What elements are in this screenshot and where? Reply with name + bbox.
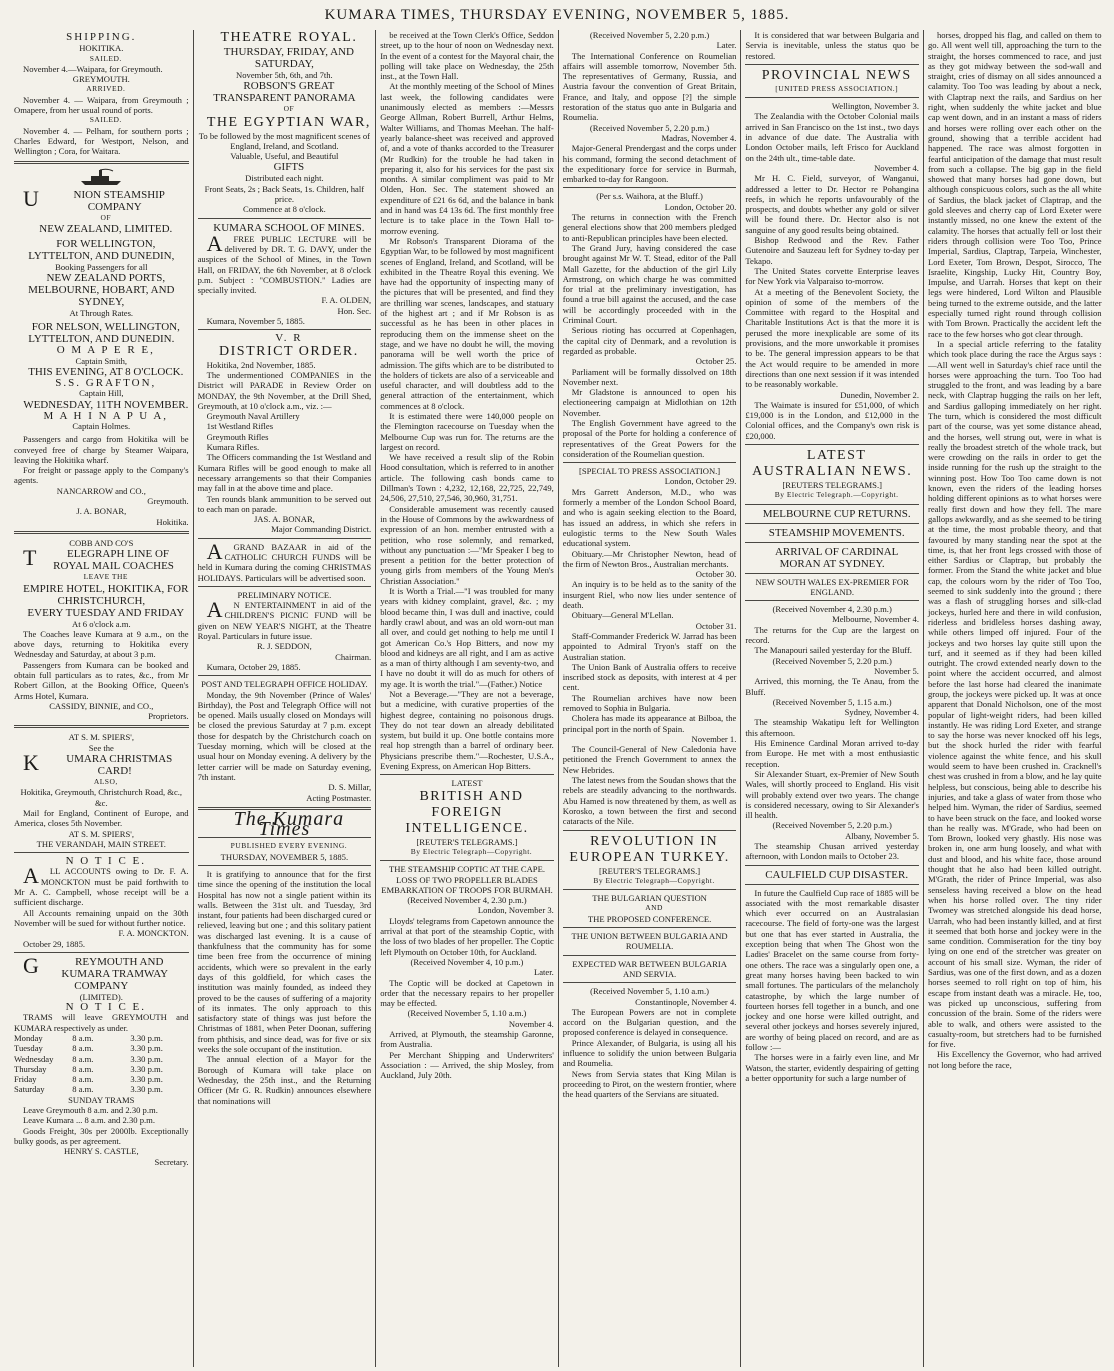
oct-25: October 25. [695,356,737,367]
bonar-place: Hokitika. [156,516,189,527]
c5-p13: Sir Alexander Stuart, ex-Premier of New South Wales, will shortly proceed to England. His visit will probably extend over two years. The change is considered necessary, owing to Sir Alexander's ill health. [745,768,919,821]
tramway-limited: (LIMITED). [79,991,123,1002]
leave-the: LEAVE THE [83,572,129,582]
steamship-movements: STEAMSHIP MOVEMENTS. [768,526,905,539]
distributed: Distributed each night. [245,173,324,184]
timetable-cell: Saturday [14,1084,45,1095]
c4-p19: The European Powers are not in complete accord on the Bulgarian question, and the proposed conference is delayed in consequence. [562,1006,737,1038]
c6-p2: In a special article referring to the fatality which took place during the race the Argus says :—All went well in Saturday's chief race until the horses were approaching the turn. Too Too had struggled to the front, and was leading by a bare neck, with Claptrap hugging the rails on her left, and Sardius galloping immediately on her right. The turn, which is considered the most difficult part of the course, was yet some distance ahead, and the horses, well strung out, were in what is really the broadest stretch of the whole track, but were crowding on the rails in order to get the inside running for the rush up the straight to the winning post. How Too Too came down is not known, even the riders of the leading horses holding different opinions as to what horses were really first down and how they fell. The mare gallops awkwardly, and as she seemed to be tiring at the time, the most probable theory, and that favoured by many standing near the spot at the time, is, that her front legs crossed with those of either Sardius or Claptrap, but probably the former. From the Stand the white jacket and blue cap, the colours worn by the rider of Too Too, seemed to sink suddenly into the ground ; there was a flash of struggling horses and silk-clad jockeys, hurled here and there in wild confusion, riderless and bridleless horses dashing away, while others limped off injured. Four of the jockeys and two horses lay quite still upon the turf, and it seemed as if they had been killed outright. The crowd extended nearly down to the point where the accident occurred, and almost before the last horse had cleared the inanimate group, the jockeys were picked up. It was at once apparent that Donald Nicholson, one of the most popular of light-weight riders, had been killed instantly. He was riding Lord Exeter, and strange to say the horse was never knocked off his legs, but the shock hurled the rider with fearful violence against the white fence, and his skull would seem to have been crushed in. Cracknell's chest was crushed in from a blow, and he lay quite helpless, but conscious, being able to describe his injuries, and take a glass of water from those who helped him. Wyman, the rider of Sardius, seemed to have been struck on the face, and looked worse than he really was. M'Grade, who had been on Tom Brown, looked very ghastly. His nose was broken in, one arm hung loosely, and what with dust and blood, and his white face, those around thought that he also had been killed outright. M'Grath, the rider of Prince Imperial, was also senseless having received a blow on the head when his horse rolled over. The tiny rider Twomey was stretched alongside his dead horse, Uarrah, who had been instantly killed, and at first it seemed that both horse and jockey were in the same condition. Commiseration for the tiny boy lying on one end of the stretcher was greater on account of his small size. Wyman, the rider of Sardius, was one of the first down, and as a dozen horses seemed to roll right on top of him, his escape from instant death was a miracle. He, too, was picked up unconscious, suffering from concussion of the brain. Some of the riders were able to walk, and others were assisted to the casualty-room, but stretchers had to be furnished for five. [927,338,1102,1050]
divider [563,955,737,956]
melbourne: Melbourne, November 4. [832,614,919,625]
of: OF [283,104,295,114]
divider [14,852,189,853]
passengers-note: Passengers and cargo from Hokitika will be conveyed free of charge by Steamer Waipara, leaving the Hokitika wharf. [14,434,189,465]
c4-received-2: (Received November 5, 2.20 p.m.) [589,122,710,133]
c4-p6: Parliament will be formally dissolved on 18th November next. [562,366,737,387]
divider [198,865,372,866]
cobb-heading: COBB AND CO'S [69,537,134,548]
preliminary: PRELIMINARY NOTICE. [237,589,332,600]
sydney: Sydney, November 4. [844,707,919,718]
acting: Acting Postmaster. [306,792,372,803]
latest: LATEST [451,778,483,789]
omapere: O M A P E R E, [56,344,155,357]
omapere-sail: THIS EVENING, AT 8 O'CLOCK. [28,366,184,379]
timetable-cell: 3.30 p.m. [130,1043,163,1054]
verandah: THE VERANDAH, MAIN STREET. [36,838,166,849]
chairman: Chairman. [335,651,372,662]
notice-heading-2: N O T I C E. [65,1001,147,1014]
olden: F. A. OLDEN, [321,295,372,306]
dunedin: Dunedin, November 2. [840,389,919,400]
c3-p1: be received at the Town Clerk's Office, Seddon street, up to the hour of noon on Wednesday next. In the event of a contest for the Mayoral chair, the polling will take place on Wednesday, the 25th inst., at the Town Hall. [380,30,554,82]
bazaar: AGRAND BAZAAR in aid of the CATHOLIC CHURCH FUNDS will be held in Kumara during the coming CHRISTMAS HOLIDAYS. Particulars will be advertised soon. [197,538,372,583]
column-4 [558,30,741,1367]
c4-p2: Major-General Prendergast and the corps under his command, forming the second detachment of the expeditionary force for service in Burmah, embarked to-day for Rangoon. [562,143,737,185]
c5-p2: The Zealandia with the October Colonial mails arrived in San Francisco on the 1st inst., two days in advance of due date. The Australia with London October mails, left Frisco for Auckland on the 24th ult., time-table date. [745,111,919,163]
oct-31: October 31. [695,620,737,631]
union-of: OF [100,212,112,222]
england: England, Ireland, and Scotland. [230,140,339,151]
timetable-row [14,1043,189,1053]
timetable-cell: 8 a.m. [72,1084,94,1095]
cup-returns: MELBOURNE CUP RETURNS. [762,507,911,520]
kumara-date: Kumara, November 5, 1885. [206,316,305,327]
by-telegraph: By Electric Telegraph—Copyright. [410,846,533,856]
sailed-label-2: SAILED. [89,115,122,125]
every-tuesday: EVERY TUESDAY AND FRIDAY [27,606,185,619]
union-company-heading: UNION STEAMSHIP COMPANY [23,185,165,213]
lecture: AFREE PUBLIC LECTURE will be delivered by DR. T. G. DAVY, under the auspices of the School of Mines, in the Town Hall, on FRIDAY, the 6th November, at 8 o'clock p.m. Subject : "COMBUSTION." Ladies are specially invited. [197,230,372,296]
greymouth-sailed: November 4. — Pelham, for southern ports ; Charles Edward, for Westport, Nelson, and Wellington ; Cora, for Waitara. [14,125,189,157]
timetable-cell: 3.30 p.m. [130,1033,163,1043]
sunday-trams: SUNDAY TRAMS [68,1094,135,1105]
c4-p8: The English Government have agreed to the proposal of the Porte for holding a conference of representatives of the Great Powers for the consideration of the Roumelian question. [562,417,737,459]
c5-p15: In future the Caulfield Cup race of 1885 will be associated with the most remarkable disaster which ever occurred on an Australasian racecourse. The field of forty-one was the largest but one that has ever started in Australia, the exception being that when The Ghost won the Ladies' Bracelet on the same course from forty-one others. The race was a singularly open one, a great many horses having been backed to win small fortunes. The particulars of the melancholy catastrophe, by which the large number of fourteen horses fell together in a bunch, and one jockey and one horse were killed outright, and several other jockeys and horses severely injured, are worthy of being placed on record, and are as follow :— [745,887,919,1053]
sailed-label: SAILED. [89,53,122,63]
unit-2: 1st Westland Rifles [206,421,274,432]
c5-p11: The steamship Wakatipu left for Wellington this afternoon. [745,717,919,738]
timetable-cell: Thursday [14,1063,47,1074]
millar: D. S. Millar, [328,782,372,793]
proprietors: Proprietors. [148,711,189,722]
hokitika-date: Hokitika, 2nd November, 1885. [206,359,316,370]
c3-p11: Arrived, at Plymouth, the steamship Garonne, from Australia. [380,1029,554,1050]
published: PUBLISHED EVERY EVENING. [230,841,348,851]
special-press: [SPECIAL TO PRESS ASSOCIATION.] [578,466,721,477]
divider [563,927,737,928]
c4-p1: The International Conference on Roumelian affairs will assemble tomorrow, November 5th. The representatives of Germany, Russia, and Austria favour the convention of Great Britain, France, and Italy, and oppose [?] the simple restoration of the status quo ante in Bulgaria and Roumelia. [562,50,737,123]
c5-p8: The returns for the Cup are the largest on record. [745,624,919,646]
sunday-2: Leave Kumara ... 8 a.m. and 2.30 p.m. [23,1115,155,1126]
c5-p16: The horses were in a fairly even line, and Mr Watson, the starter, evidently despairing of getting a better opportunity for such a large number of [745,1052,919,1083]
tramway-heading: GREYMOUTH AND KUMARA TRAMWAY COMPANY [23,952,169,992]
c4-p13: Staff-Commander Frederick W. Jarrad has been appointed to Admiral Tryon's staff on the Australian station. [562,630,737,662]
divider [198,675,372,676]
theatre-dates: November 5th, 6th, and 7th. [236,70,333,80]
also: ALSO, [93,777,118,787]
trams-note: TRAMS will leave GREYMOUTH and KUMARA respectively as under. [14,1012,189,1033]
empire-hotel: EMPIRE HOTEL, HOKITIKA, FOR CHRISTCHURCH, [23,582,189,607]
theatre-days: THURSDAY, FRIDAY, AND SATURDAY, [223,46,354,70]
c4-p3: The returns in connection with the French general elections show that 200 members pledged to anti-Republican principles have been elected. [562,212,737,243]
c4-p5: Serious rioting has occurred at Copenhagen, the capital city of Denmark, and a revolution is regarded as probable. [562,325,737,356]
c3-p5: We have received a result slip of the Robin Hood consultation, which is referred to in another article. The following cash bonds came to Dillman's Town : 4,232, 12,168, 22,725, 22,749, 24,506, 27,510, 27,546, 30,960, 31,751. [380,452,554,504]
timetable-cell: 3.30 p.m. [130,1053,163,1064]
timetable-cell: 8 a.m. [72,1063,94,1074]
vr: V. R [275,332,303,345]
egyptian-war: THE EGYPTIAN WAR, [206,114,371,130]
grafton-sail: WEDNESDAY, 11TH NOVEMBER. [23,398,189,411]
coptic-heading: THE STEAMSHIP COPTIC AT THE CAPE. [388,864,545,875]
bulgarian-question: THE BULGARIAN QUESTION [592,893,707,904]
at-six: At 6 o'clock a.m. [72,618,131,629]
officers: The Officers commanding the 1st Westland and Kumara Rifles will be good enough to make all necessary arrangements so that their Companies may fall in at the above time and place. [197,452,372,494]
c5-p7: The Waimate is insured for £51,000, of which £19,000 is in the London, and £12,000 in the Colonial offices, and the Company's own risk is £20,000. [745,399,919,441]
constantinople: Constantinople, November 4. [635,996,737,1007]
c3-p8: Not a Beverage.—"They are not a beverage, but a medicine, with curative properties of the highest degree, containing no poisonous drugs. They do not tear down an already debilitated system, but build it up. One bottle contains more real hop strength than a barrel of ordinary beer. Physicians prescribe them."—Rochester, U.S.A., Evening Express, on American Hop Bitters. [380,689,554,772]
followed: To be followed by the most magnificent scenes of [198,130,370,141]
nov-1: November 1. [691,733,737,744]
telegraph-line: TELEGRAPH LINE OF ROYAL MAIL COACHES [23,545,174,573]
entertainment: AN ENTERTAINMENT in aid of the CHILDREN'S PICNIC FUND will be given on NEW YEAR'S NIGHT, at the Theatre Royal. Particulars in future issue. [197,597,372,642]
c5-p9: The Manapouri sailed yesterday for the Bluff. [754,645,912,656]
albany: Albany, November 5. [845,830,919,841]
c4-p17: The Council-General of New Caledonia have petitioned the French Government to annex the New Hebrides. [562,744,737,775]
bonar: J. A. BONAR, [76,506,127,517]
major: Major Commanding District. [271,524,372,535]
rounds: Ten rounds blank ammunition to be served out to each man on parade. [197,493,372,514]
accounts-notice-2: All Accounts remaining unpaid on the 30th November will be sued for without further notice. [14,907,189,928]
divider [14,161,189,164]
c3-p2: At the monthly meeting of the School of Mines last week, the following candidates were unanimously elected as members :—Messrs George Allman, Robert Burrell, Arthur Helms, Walter Williams, and Thomas Meehan. The half-yearly balance-sheet was received and approved of, and a vote of thanks accorded to the Treasurer (Mr Rudkin) for the trouble he had taken in preparing it, also for his services for the past six months. A similar compliment was paid to Mr Olden, Hon. Sec. The statement showed an expenditure of £21 6s 6d, and the balance in bank and in hand was £4 13s 6d. The first monthly free lecture is to take place in the Town Hall to-morrow evening. [380,81,554,236]
mahinapua: M A H I N A P U A, [43,409,169,422]
district-order: DISTRICT ORDER. [219,343,359,359]
mail-note: Mail for England, Continent of Europe, and America, closes 5th November. [14,807,189,829]
c4-by: By Electric Telegraph—Copyright. [593,875,715,885]
mahinapua-captain: Captain Holmes. [72,420,131,431]
hon-sec: Hon. Sec. [337,305,372,316]
latest-australian: LATEST AUSTRALIAN NEWS. [752,447,913,479]
divider [745,600,919,601]
divider [380,774,554,775]
divider [380,860,554,861]
gifts: GIFTS [273,161,305,174]
c3-p4: It is estimated there were 140,000 people on the Flemington racecourse on Tuesday when the Melbourne Cup was run for. The returns are the largest on record. [380,410,554,452]
timetable-cell: Friday [14,1074,37,1085]
timetable-cell: 3.30 p.m. [130,1084,163,1095]
timetable-row [14,1064,189,1074]
c5-p10: Arrived, this morning, the Te Anau, from the Bluff. [745,676,919,697]
nov-4: November 4. [508,1018,554,1029]
greymouth-arrived: November 4. — Waipara, from Greymouth ; Omapere, from her usual round of ports. [14,94,189,116]
c4-p21: News from Servia states that King Milan is proceeding to Pirot, on the western frontier, where the head quarters of the Servians are situated. [562,1068,737,1100]
c5-p4: Bishop Redwood and the Rev. Father Gutenoire and Sauzeau left for Sydney to-day per Tekapo. [745,235,919,266]
spiers: AT S. M. SPIERS', [68,732,134,743]
grafton: S.S. GRAFTON, [55,377,157,390]
union-nz: NEW ZEALAND, LIMITED. [39,222,173,235]
c3-p10: The Coptic will be docked at Capetown in order that the necessary repairs to her propeller may be effected. [380,977,554,1009]
ex-premier: NEW SOUTH WALES EX-PREMIER FOR ENGLAND. [755,576,909,597]
timetable-cell: 3.30 p.m. [130,1074,163,1085]
unit-4: Kumara Rifles. [206,442,260,453]
c4-reuters: [REUTER'S TELEGRAMS.] [598,865,701,876]
arrived-label: ARRIVED. [86,84,126,94]
divider [563,830,737,831]
unit-3: Greymouth Rifles [206,431,269,442]
hokitika-sailed: November 4.—Waipara, for Greymouth. [23,63,163,74]
received-1: (Received November 4, 2.30 p.m.) [407,895,527,906]
c6-p1: horses, dropped his flag, and called on them to go. All went well till, approaching the turn to the straight, the horses commenced to race, and just as they got midway between the sod-wall and straight, cries of dismay on all sides announced a calamity. Too Too was leading by about a neck, with Claptrap next the rails, and Sardius on her right, when suddenly the white jacket and blue cap went down, and in an instant a mass of riders and horses were rolling over each other on the ground, showing that a terrible accident had happened. The race was almost forgotten in fearful anticipation of the damage that must result from such a collapse. The big gap in the field showed that many horses had gone down, but although conspicuous colors, such as the all white of Sardius, the black jacket of Claptrap, and the gold sleeves and cherry cap of Lord Exeter were instantly missed, no one knew the extent of the calamity. The horses that actually fell or lost their riders through collision were Too Too, Prince Imperial, Sardius, Claptrap, Tarpeia, Winchester, Lord Exeter, Tom Brown, Despot, Sirocco, The Israelite, Kingship, Lucky Hit, Country Boy, Impulse, and Uarrah. Horses that kept on their legs were hindered, Lord Wilton and Plausible being turned to the extreme outside, and the latter especially turned right round through collision with Tom Brown. Practically the accident left the race to the few horses who got clear through. [927,30,1102,339]
c5-nov-4: November 4. [874,162,919,173]
timetable-row [14,1074,189,1084]
divider [14,725,189,728]
divider [745,884,919,885]
through-rates: At Through Rates. [69,308,134,319]
divider [14,952,189,953]
caulfield-heading: CAULFIELD CUP DISASTER. [765,868,909,881]
c4-p11: An inquiry is to be held as to the sanity of the insurgent Riel, who now lies under sentence of death. [562,579,737,611]
cassidy: CASSIDY, BINNIE, and CO., [49,700,154,711]
madras: Madras, November 4. [661,132,737,143]
column-2 [193,30,376,1367]
c4-p4: The Grand Jury, having considered the case brought against Mr W. T. Stead, editor of the Pall Mall Gazette, for the abduction of the girl Lily Armstrong, on which charge he was committed for trial at the preliminary investigation, has found a true bill against the accused, and the case will be accordingly proceeded with in the Criminal Court. [562,242,737,326]
nz-ports: NEW ZEALAND PORTS, MELBOURNE, HOBART, AND SYDNEY, [28,272,175,309]
jas-bonar: JAS. A. BONAR, [253,514,315,525]
reuters: [REUTER'S TELEGRAMS.] [416,836,518,847]
cardinal-moran: ARRIVAL OF CARDINAL MORAN AT SYDNEY. [774,545,899,570]
for-nelson: FOR NELSON, WELLINGTON, LYTTELTON, AND DUNEDIN. [28,321,180,346]
divider [745,504,919,505]
c5-received-4: (Received November 5, 2.20 p.m.) [772,820,892,831]
c3-p7: It is Worth a Trial.—"I was troubled for many years with kidney complaint, gravel, &c. ; my blood became thin, I was dull and inactive, could hardly crawl about, and was an old worn-out man all over, and could get nothing to help me until I got American Co.'s Hop Bitters, and now my blood and kidneys are all right, and I am as active as a man of thirty although I am seventy-two, and I have no doubt it will do as much for others of my age. It is worth the trial."—(Father.) Notice [380,586,554,689]
greymouth-heading: GREYMOUTH. [72,74,130,85]
paper-title: The Kumara Times [233,807,345,841]
oct-29: October 29, 1885. [23,938,86,949]
divider [563,187,737,188]
c5-reuters: [REUTERS TELEGRAMS.] [782,479,882,490]
c5-p6: At a meeting of the Benevolent Society, the opinion of some of the members of the Committee with regard to the Hospital and Charitable Institutions Act is that the more it is perused the more inexplicable are some of its provisions, and the more unworkable it promises to be. The general impression appears to be that the Act would require to be amended in more directions than one next session if it was intended to be reasonably workable. [745,286,919,390]
nancarrow-place: Greymouth. [147,496,189,507]
revolution-heading: REVOLUTION IN EUROPEAN TURKEY. [569,833,730,865]
timetable-cell: 8 a.m. [72,1033,94,1043]
mines-heading: KUMARA SCHOOL OF MINES. [213,221,365,234]
divider [14,531,189,534]
c4-p15: The Roumelian archives have now been removed to Sophia in Bulgaria. [562,692,737,713]
spiers-2: AT S. M. SPIERS', [68,828,134,839]
loss-heading: LOSS OF TWO PROPELLER BLADES [396,874,538,885]
seats: Front Seats, 2s ; Back Seats, 1s. Children, half price. [204,183,365,205]
post-text: Monday, the 9th November (Prince of Wales' Birthday), the Post and Telegraph Office will not be opened. Mails usually closed on Mondays will be closed the previous Saturday at 7 p.m. except those for despatch by the Christchurch coach on Tuesday morning, which will be closed at the usual hour on Monday evening. A delivery by the letter carrier will be made on Saturday evening, 7th instant. [197,689,372,782]
c5-p3: Mr H. C. Field, surveyor, of Wanganui, addressed a letter to Dr. Hector re Pohangina reefs, in which he reports unfavourably of the prospects, and doubts whether any gold or silver will be found there. Dr. Hector also is not sanguine of any good results being obtained. [745,173,919,235]
column-1 [10,30,193,1367]
divider [198,586,372,587]
c4-p12: Obituary—General M'Lellan. [571,610,674,621]
c5-p14: The steamship Chusan arrived yesterday afternoon, with London mails to October 23. [745,841,919,862]
omapere-captain: Captain Smith, [75,355,128,366]
divider [745,97,919,98]
castle: HENRY S. CASTLE, [63,1146,139,1157]
c5-p5: The United States corvette Enterprise leaves for New York via Valparaiso to-morrow. [745,265,919,287]
column-5 [740,30,923,1367]
companies: The undermentioned COMPANIES in the District will PARADE in Review Order on MONDAY, the 9th November, at the Drill Shed, Greymouth, at 10 o'clock a.m., viz. :— [197,369,372,411]
divider [745,573,919,574]
coaches-note: The Coaches leave Kumara at 9 a.m., on the above days, returning to Hokitika every Wednesday and Saturday, at about 3 p.m. [14,628,189,660]
timetable-cell: Wednesday [14,1053,54,1064]
c5-nov-5: November 5. [874,665,919,676]
column-3 [375,30,558,1367]
nancarrow: NANCARROW and CO., [56,485,146,496]
later-1: Later. [533,967,554,978]
oct-30: October 30. [695,569,737,580]
c5-received-2: (Received November 5, 2.20 p.m.) [772,655,892,666]
embark-heading: EMBARKATION OF TROOPS FOR BURMAH. [381,884,553,895]
for-wellington: FOR WELLINGTON, LYTTELTON, AND DUNEDIN, [28,237,175,262]
c3-p6: Considerable amusement was recently caused in the House of Commons by the awkwardness of expression of an hon. member entrusted with a petition, who rose solemnly, and remarked, without any punctuation :—"Mr Speaker I beg to present a petition for the better protection of young girls from members of the Young Men's Christian Association." [380,503,554,586]
wellington: Wellington, November 3. [831,101,919,112]
secretary: Secretary. [154,1156,189,1167]
c5-p1: It is considered that war between Bulgaria and Servia is inevitable, unless the status quo be restored. [745,30,919,61]
c4-p16: Cholera has made its appearance at Bilboa, the principal port in the north of Spain. [562,713,737,734]
hokitika-heading: HOKITIKA. [79,43,124,54]
c3-p3: Mr Robson's Transparent Diorama of the Egyptian War, to be followed by most magnificent scenes of England, Ireland, and Scotland, will be exhibited in the Theatre Royal this evening. We have had the opportunity of inspecting many of the pictures that will be presented, and find they are thrilling war scenes, landscapes, and statuary of the highest art ; and if Mr Robson is as successful as he has been in other places in reproducing them on the immense sheet on the stage, and we have no doubt he will, the moving panorama will be well worth the price of admission. The gifts which are to be distributed to the holders of tickets are also of a serviceable and useful character, and will doubtless add to the general attraction of the entertainment, which commences at 8 o'clock. [380,235,554,411]
c4-p20: Prince Alexander, of Bulgaria, is using all his influence to solidify the union between Bulgaria and Roumelia. [562,1037,737,1069]
seddon: R. J. SEDDON, [257,641,312,652]
valuable: Valuable, Useful, and Beautiful [230,151,339,162]
passengers-booked: Passengers from Kumara can be booked and obtain full particulars as to rates, &c., from Mr Robert Gillon, at the Booking Office, Queen's Arms Hotel, Kumara. [14,659,189,701]
and: AND [645,903,663,913]
commence: Commence at 8 o'clock. [243,204,326,215]
divider [198,329,372,330]
c4-received-3: (Received November 5, 1.10 a.m.) [590,986,709,997]
unit-1: Greymouth Naval Artillery [206,411,300,422]
divider [563,462,737,463]
see-the: See the [88,742,114,753]
shipping-heading: SHIPPING. [66,31,137,43]
notice-heading: N O T I C E. [65,855,147,868]
columns [10,30,1106,1367]
timetable-row [14,1084,189,1094]
union-heading: THE UNION BETWEEN BULGARIA AND ROUMELIA. [571,931,728,952]
london-oct-29: London, October 29. [664,476,737,487]
c5-p12: His Eminence Cardinal Moran arrived to-day from Europe. He met with a most enthusiastic reception. [745,738,919,769]
divider [745,444,919,445]
grafton-captain: Captain Hill, [79,388,124,399]
timetable-cell: 8 a.m. [72,1074,94,1085]
conference: THE PROPOSED CONFERENCE. [587,913,712,924]
c3-p9: Lloyds' telegrams from Capetown announce the arrival at that port of the steamship Coptic, with the loss of two blades of her propeller. The Coptic left Plymouth on October 10th, for Auckland. [380,915,554,957]
accounts-notice: ALL ACCOUNTS owing to Dr. F. A. MONCKTON must be paid forthwith to Mr A. C. Campbell, whose receipt will be a sufficient discharge. [14,863,189,908]
timetable-row [14,1054,189,1064]
c5-received-3: (Received November 5, 1.15 a.m.) [772,696,892,707]
c4-later: Later. [716,40,737,51]
divider [745,64,919,65]
theatre-heading: THEATRE ROYAL. [220,30,358,45]
c3-p12: Per Merchant Shipping and Underwriters' Association : — Arrived, the ship Mosley, from Auckland, July 20th. [380,1049,554,1081]
divider [745,523,919,524]
british-heading: BRITISH AND FOREIGN INTELLIGENCE. [405,788,529,836]
issue-date: THURSDAY, NOVEMBER 5, 1885. [220,851,349,862]
robson: ROBSON'S GREAT TRANSPARENT PANORAMA [213,80,356,105]
editorial-1: It is gratifying to announce that for the first time since the opening of the institution the local Hospital has now not a single patient within its walls. Between the 31st ult. and Tuesday, 3rd instant, four patients had been discharged cured or relieved, leaving but one ; and this solitary patient was discharged last evening. It is a cause of thankfulness that the community has for some time been free from the occurrence of mining accidents, which were so prevalent in the early days of this goldfield, for which cases the institution was mainly founded, as indeed they proved to be the causes of suffering of a majority of its inmates. The only approach to this satisfactory state of things was just before the Christmas of 1881, when Peter Doonan, suffering from phthisis, and since dead, was for five or six weeks the sole occupant of the institution. [197,869,372,1055]
divider [745,865,919,866]
timetable-cell: Tuesday [14,1043,43,1054]
monckton: F. A. MONCKTON. [118,928,189,939]
c6-p3: His Excellency the Governor, who had arrived not long before the race, [927,1049,1102,1070]
steamship-icon [77,168,125,186]
c4-p10: Obituary.—Mr Christopher Newton, head of the firm of Newton Bros., Australian merchants. [562,548,737,569]
tram-timetable [14,1033,189,1095]
london-oct-20: London, October 20. [664,201,737,212]
divider [745,542,919,543]
masthead: KUMARA TIMES, THURSDAY EVENING, NOVEMBER 5, 1885. [324,7,790,23]
sunday-1: Leave Greymouth 8 a.m. and 2.30 p.m. [23,1105,158,1116]
c4-p7: Mr Gladstone is announced to open his electioneering campaign at Midlothian on 12th November. [562,387,737,418]
xmas-card: KUMARA CHRISTMAS CARD! [23,750,173,778]
received-2: (Received November 4, 10 p.m.) [410,956,524,967]
provincial-heading: PROVINCIAL NEWS [761,67,912,83]
divider [198,218,372,219]
war-heading: EXPECTED WAR BETWEEN BULGARIA AND SERVIA. [572,958,727,979]
c4-p18: The latest news from the Soudan shows that the rebels are steadily advancing to the northwards. Abu Hamed is now threatened by them, as well as Korosko, a town between the first and second cataracts of the Nile. [562,775,737,827]
timetable-cell: 8 a.m. [72,1043,94,1054]
c5-by: By Electric Telegraph.—Copyright. [774,490,899,500]
column-6 [923,30,1106,1367]
timetable-row [14,1033,189,1043]
divider [563,889,737,890]
timetable-cell: 8 a.m. [72,1053,94,1064]
london-1: London, November 3. [477,905,554,916]
timetable-cell: Monday [14,1033,43,1043]
booking: Booking Passengers for all [55,261,148,272]
received-3: (Received November 5, 1.10 a.m.) [407,1008,527,1019]
oct-29-2: Kumara, October 29, 1885. [206,661,301,672]
per-waihora: (Per s.s. Waihora, at the Bluff.) [596,191,703,202]
freight-note: For freight or passage apply to the Company's agents. [14,465,189,486]
c5-received-1: (Received November 4, 2.30 p.m.) [772,604,892,615]
c4-p9: Mrs Garrett Anderson, M.D., who was formerly a member of the London School Board, and who is again seeking election to the Board, has issued an address, in which she refers in eulogistic terms to the New South Wales educational system. [562,486,737,549]
upa: [UNITED PRESS ASSOCIATION.] [775,83,899,93]
c4-p14: The Union Bank of Australia offers to receive inscribed stock as deposits, with interest at 4 per cent. [562,661,737,693]
post-holiday: POST AND TELEGRAPH OFFICE HOLIDAY. [201,679,368,690]
hokitika-cards: Hokitika, Greymouth, Christchurch Road, &c., &c. [20,787,183,808]
goods-note: Goods Freight, 30s per 2000lb. Exceptionally bulky goods, as per agreement. [14,1125,189,1146]
c4-received-1: (Received November 5, 2.20 p.m.) [589,30,710,40]
divider [198,538,372,539]
timetable-cell: 3.30 p.m. [130,1063,163,1074]
editorial-2: The annual election of a Mayor for the Borough of Kumara will take place on Wednesday, the 25th inst., and the Returning Officer (Mr G. R. Rudkin) announces elsewhere that nominations will [197,1054,372,1106]
divider [563,982,737,983]
